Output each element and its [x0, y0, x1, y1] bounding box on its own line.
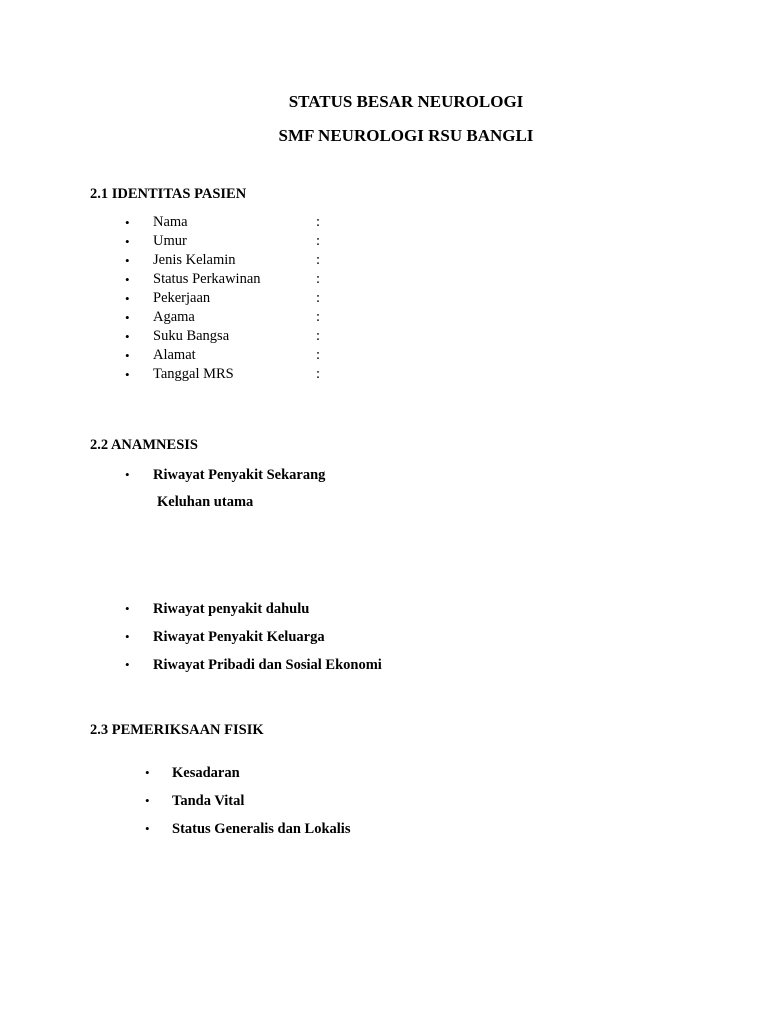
- bullet-icon: •: [125, 253, 130, 268]
- anamnesis-item-label: Riwayat penyakit dahulu: [153, 601, 310, 617]
- bullet-icon: •: [125, 348, 130, 363]
- anamnesis-item-label: Riwayat Pribadi dan Sosial Ekonomi: [153, 657, 382, 673]
- field-label-suku-bangsa: Suku Bangsa: [153, 328, 230, 344]
- anamnesis-item-label: Riwayat Penyakit Sekarang: [153, 467, 326, 483]
- bullet-icon: •: [125, 601, 130, 616]
- document-subtitle: SMF NEUROLOGI RSU BANGLI: [278, 126, 534, 145]
- identitas-field-row: [0, 270, 768, 289]
- document-title: STATUS BESAR NEUROLOGI: [288, 92, 524, 111]
- field-colon: :: [316, 214, 321, 230]
- bullet-icon: •: [125, 272, 130, 287]
- anamnesis-item-label: Riwayat Penyakit Keluarga: [153, 629, 325, 645]
- field-colon: :: [316, 271, 321, 287]
- anamnesis-item-riwayat-keluarga: [0, 627, 768, 647]
- section-heading-identitas: 2.1 IDENTITAS PASIEN: [90, 186, 247, 202]
- bullet-icon: •: [125, 367, 130, 382]
- bullet-icon: •: [125, 291, 130, 306]
- identitas-field-row: [0, 327, 768, 346]
- field-colon: :: [316, 290, 321, 306]
- bullet-icon: •: [125, 467, 130, 482]
- identitas-field-row: [0, 232, 768, 251]
- field-colon: :: [316, 366, 321, 382]
- bullet-icon: •: [145, 821, 150, 836]
- identitas-field-row: [0, 289, 768, 308]
- bullet-icon: •: [125, 215, 130, 230]
- field-label-jenis-kelamin: Jenis Kelamin: [153, 252, 236, 268]
- pemeriksaan-item-kesadaran: [0, 763, 768, 783]
- anamnesis-item-riwayat-sekarang: [0, 465, 768, 485]
- field-label-tanggal-mrs: Tanggal MRS: [153, 366, 234, 382]
- pemeriksaan-item-label: Tanda Vital: [172, 793, 245, 809]
- section-heading-pemeriksaan-fisik: 2.3 PEMERIKSAAN FISIK: [90, 722, 264, 738]
- pemeriksaan-item-tanda-vital: [0, 791, 768, 811]
- identitas-field-list: [0, 213, 768, 384]
- identitas-field-row: [0, 213, 768, 232]
- field-label-umur: Umur: [153, 233, 187, 249]
- field-label-alamat: Alamat: [153, 347, 196, 363]
- pemeriksaan-item-label: Kesadaran: [172, 765, 240, 781]
- anamnesis-item-riwayat-dahulu: [0, 599, 768, 619]
- bullet-icon: •: [125, 329, 130, 344]
- bullet-icon: •: [125, 629, 130, 644]
- field-colon: :: [316, 309, 321, 325]
- bullet-icon: •: [145, 765, 150, 780]
- identitas-field-row: [0, 308, 768, 327]
- field-colon: :: [316, 347, 321, 363]
- field-colon: :: [316, 328, 321, 344]
- pemeriksaan-item-label: Status Generalis dan Lokalis: [172, 821, 351, 837]
- field-colon: :: [316, 233, 321, 249]
- pemeriksaan-item-status-generalis: [0, 819, 768, 839]
- identitas-field-row: [0, 346, 768, 365]
- anamnesis-item-riwayat-sosial-ekonomi: [0, 655, 768, 675]
- bullet-icon: •: [145, 793, 150, 808]
- identitas-field-row: [0, 365, 768, 384]
- bullet-icon: •: [125, 657, 130, 672]
- field-label-agama: Agama: [153, 309, 195, 325]
- field-label-pekerjaan: Pekerjaan: [153, 290, 211, 306]
- field-colon: :: [316, 252, 321, 268]
- bullet-icon: •: [125, 234, 130, 249]
- field-label-status-perkawinan: Status Perkawinan: [153, 271, 261, 287]
- identitas-field-row: [0, 251, 768, 270]
- bullet-icon: •: [125, 310, 130, 325]
- keluhan-utama-label: Keluhan utama: [157, 494, 254, 510]
- section-heading-anamnesis: 2.2 ANAMNESIS: [90, 437, 198, 453]
- field-label-nama: Nama: [153, 214, 188, 230]
